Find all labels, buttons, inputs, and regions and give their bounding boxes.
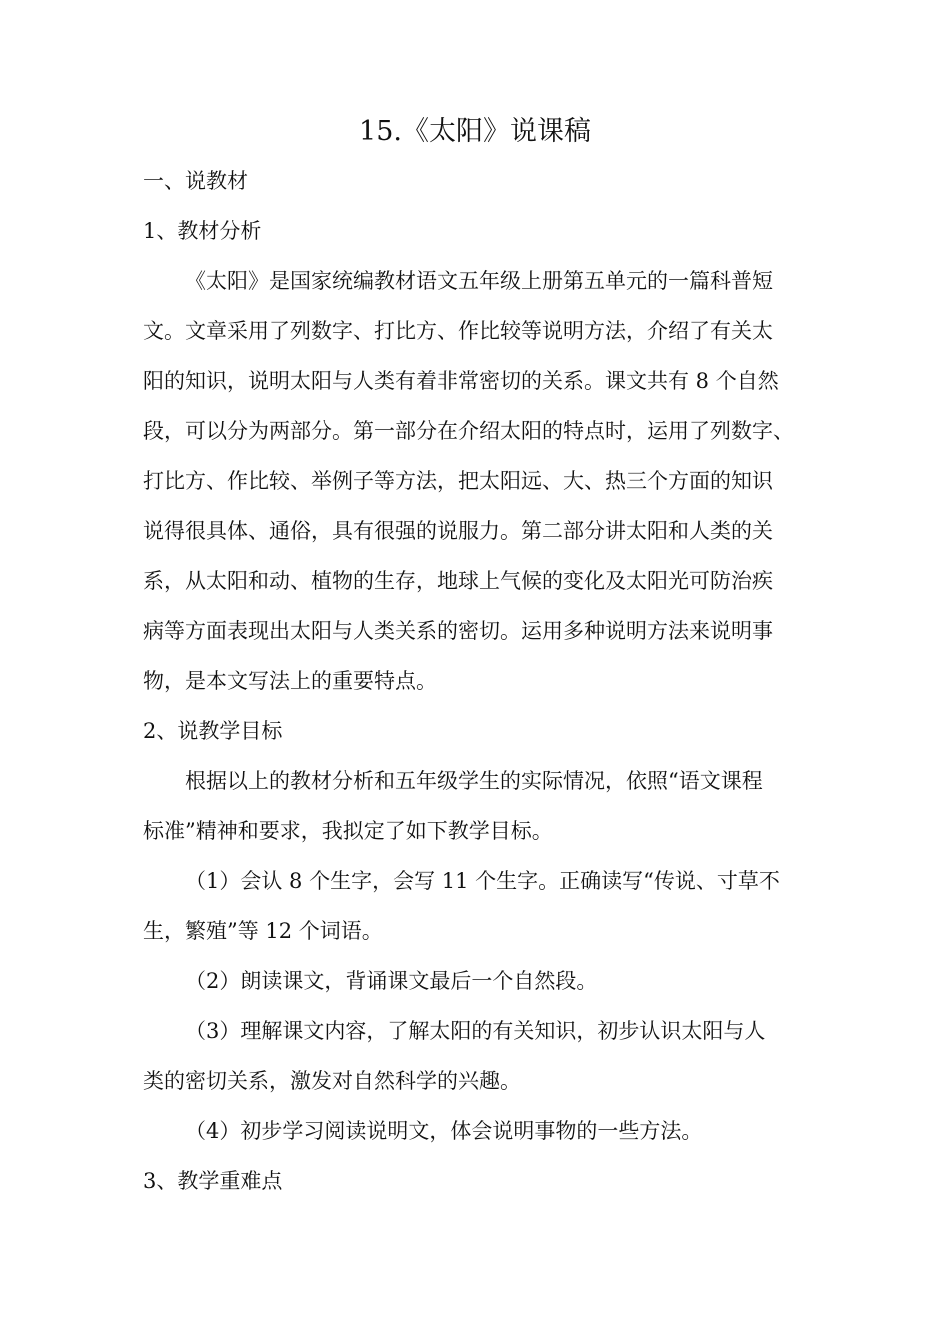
text-line: （3）理解课文内容，了解太阳的有关知识，初步认识太阳与人 (185, 1019, 766, 1043)
subsection-heading-1-1: 1、教材分析 (143, 219, 262, 243)
text-line: 根据以上的教材分析和五年级学生的实际情况，依照“语文课程 (185, 769, 763, 793)
goal-item-1 (143, 856, 807, 956)
paragraph-material-analysis (143, 256, 807, 706)
paragraph-goals-intro (143, 756, 807, 856)
subsection-heading-1-3: 3、教学重难点 (143, 1169, 283, 1193)
text-line: 阳的知识，说明太阳与人类有着非常密切的关系。课文共有 8 个自然 (143, 369, 779, 393)
text-line: 类的密切关系，激发对自然科学的兴趣。 (143, 1069, 521, 1093)
section-heading-1: 一、说教材 (143, 169, 248, 193)
subsection-heading-1-2: 2、说教学目标 (143, 719, 283, 743)
text-line: （1）会认 8 个生字，会写 11 个生字。正确读写“传说、寸草不 (185, 869, 780, 893)
text-line: 生，繁殖”等 12 个词语。 (143, 919, 383, 943)
text-line: 打比方、作比较、举例子等方法，把太阳远、大、热三个方面的知识 (143, 469, 773, 493)
goal-item-4 (143, 1106, 807, 1156)
goal-item-3 (143, 1006, 807, 1106)
text-line: （2）朗读课文，背诵课文最后一个自然段。 (185, 969, 598, 993)
document-body (143, 108, 807, 1206)
text-line: 物，是本文写法上的重要特点。 (143, 669, 437, 693)
text-line: （4）初步学习阅读说明文，体会说明事物的一些方法。 (185, 1119, 703, 1143)
text-line: 段，可以分为两部分。第一部分在介绍太阳的特点时，运用了列数字、 (143, 419, 794, 443)
text-line: 文。文章采用了列数字、打比方、作比较等说明方法，介绍了有关太 (143, 319, 773, 343)
text-line: 标准”精神和要求，我拟定了如下教学目标。 (143, 819, 553, 843)
text-line: 《太阳》是国家统编教材语文五年级上册第五单元的一篇科普短 (185, 269, 773, 293)
text-line: 系，从太阳和动、植物的生存，地球上气候的变化及太阳光可防治疾 (143, 569, 773, 593)
goal-item-2 (143, 956, 807, 1006)
document-title: 15.《太阳》说课稿 (359, 116, 591, 147)
text-line: 说得很具体、通俗，具有很强的说服力。第二部分讲太阳和人类的关 (143, 519, 773, 543)
text-line: 病等方面表现出太阳与人类关系的密切。运用多种说明方法来说明事 (143, 619, 773, 643)
